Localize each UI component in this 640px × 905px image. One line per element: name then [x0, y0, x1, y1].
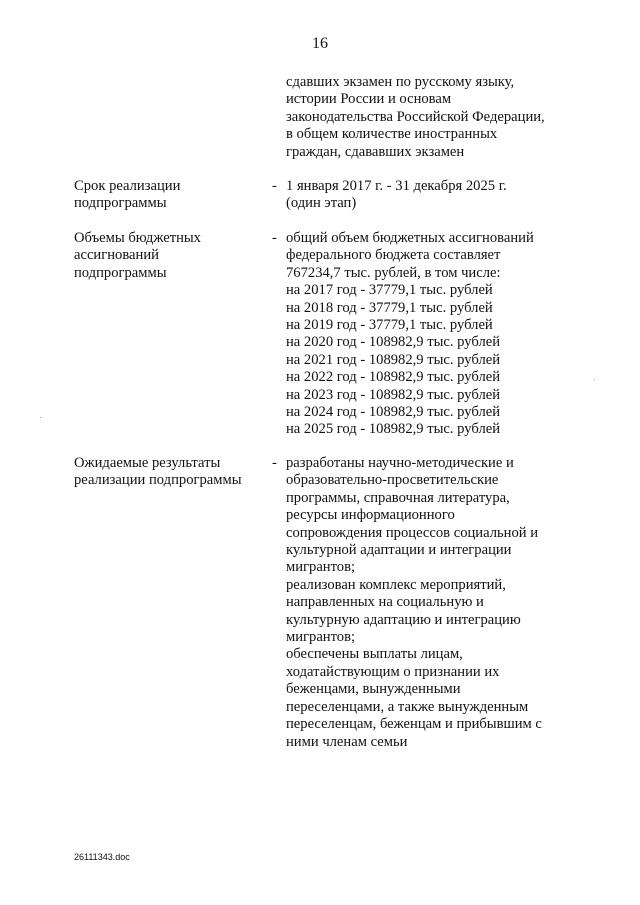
value-line: культурной адаптации и интеграции: [286, 542, 512, 559]
value-line: на 2022 год - 108982,9 тыс. рублей: [286, 369, 501, 386]
value-line: разработаны научно-методические и: [286, 455, 514, 471]
value-line: реализован комплекс мероприятий,: [286, 576, 506, 593]
row-label: [74, 178, 264, 213]
value-line: сопровождения процессов социальной и: [286, 524, 539, 541]
label-line: Объемы бюджетных: [74, 230, 201, 246]
label-line: Срок реализации: [74, 178, 181, 194]
value-line: ними членам семьи: [286, 733, 408, 750]
value-line: культурную адаптацию и интеграцию: [286, 611, 521, 628]
row-dash: -: [272, 455, 277, 471]
row-label: [74, 455, 264, 490]
value-line: на 2023 год - 108982,9 тыс. рублей: [286, 386, 501, 403]
value-line: 767234,7 тыс. рублей, в том числе:: [286, 264, 501, 281]
value-line: на 2018 год - 37779,1 тыс. рублей: [286, 299, 493, 316]
row-dash: -: [272, 230, 277, 246]
scan-speck: [594, 379, 595, 380]
page-number: 16: [312, 35, 328, 52]
label-line: Ожидаемые результаты: [74, 455, 221, 471]
value-line: общий объем бюджетных ассигнований: [286, 230, 534, 246]
value-line: на 2024 год - 108982,9 тыс. рублей: [286, 404, 501, 421]
value-line: переселенцами, а также вынужденным: [286, 698, 529, 715]
value-line: на 2017 год - 37779,1 тыс. рублей: [286, 282, 493, 299]
intro-value: [286, 74, 576, 161]
row-value: [286, 455, 576, 751]
row-value: [286, 178, 576, 213]
value-line: образовательно-просветительские: [286, 472, 499, 489]
intro-line: законодательства Российской Федерации,: [286, 108, 545, 125]
intro-line: в общем количестве иностранных: [286, 126, 498, 143]
row-value: [286, 230, 576, 439]
label-line: подпрограммы: [74, 264, 167, 281]
value-line: мигрантов;: [286, 629, 356, 646]
value-line: на 2020 год - 108982,9 тыс. рублей: [286, 334, 501, 351]
value-line: 1 января 2017 г. - 31 декабря 2025 г.: [286, 178, 507, 194]
value-line: переселенцам, беженцам и прибывшим с: [286, 716, 542, 733]
value-line: на 2019 год - 37779,1 тыс. рублей: [286, 317, 493, 334]
value-line: программы, справочная литература,: [286, 489, 510, 506]
value-line: беженцами, вынужденными: [286, 681, 461, 698]
label-line: реализации подпрограммы: [74, 472, 242, 489]
value-line: на 2025 год - 108982,9 тыс. рублей: [286, 421, 501, 438]
intro-line: истории России и основам: [286, 91, 452, 108]
value-line: федерального бюджета составляет: [286, 247, 501, 264]
label-line: ассигнований: [74, 247, 159, 264]
intro-line: граждан, сдававших экзамен: [286, 143, 465, 160]
row-dash: -: [272, 178, 277, 194]
value-line: мигрантов;: [286, 559, 356, 576]
value-line: (один этап): [286, 195, 357, 212]
document-footer: 26111343.doc: [74, 852, 130, 862]
value-line: направленных на социальную и: [286, 594, 484, 611]
scan-speck: [40, 417, 41, 418]
row-label: [74, 230, 264, 282]
value-line: ходатайствующим о признании их: [286, 663, 500, 680]
value-line: обеспечены выплаты лицам,: [286, 646, 463, 663]
value-line: на 2021 год - 108982,9 тыс. рублей: [286, 351, 501, 368]
label-line: подпрограммы: [74, 195, 167, 212]
value-line: ресурсы информационного: [286, 507, 455, 524]
intro-line: сдавших экзамен по русскому языку,: [286, 74, 515, 90]
